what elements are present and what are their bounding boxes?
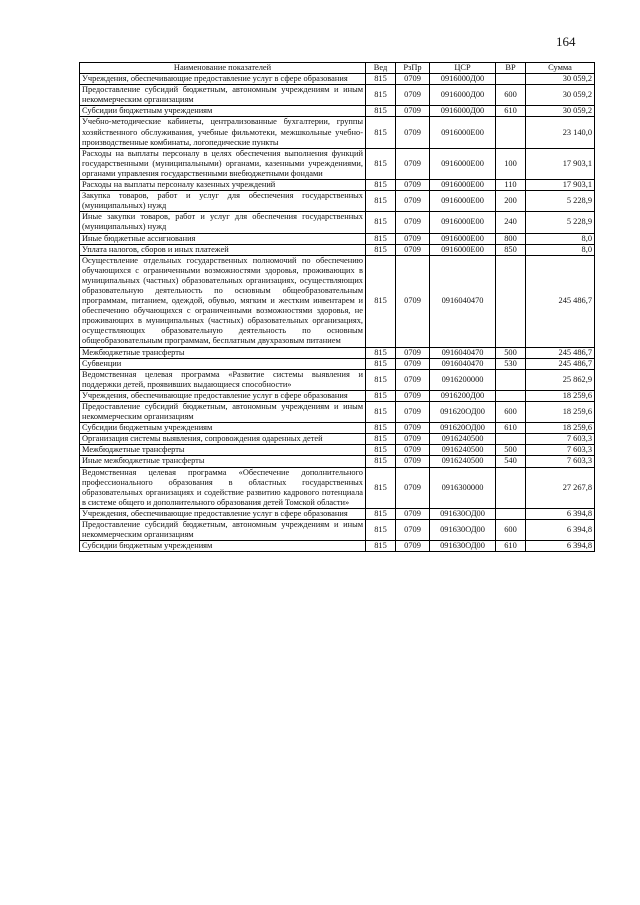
cell-sum: 25 862,9	[526, 369, 595, 390]
cell-vr: 530	[496, 358, 526, 369]
table-row	[80, 191, 595, 212]
cell-rzpr: 0709	[396, 191, 430, 212]
cell-ved: 815	[366, 180, 396, 191]
cell-sum: 7 603,3	[526, 434, 595, 445]
cell-rzpr: 0709	[396, 434, 430, 445]
cell-sum: 17 903,1	[526, 148, 595, 179]
cell-csr: 0916000Е00	[430, 244, 496, 255]
cell-vr	[496, 467, 526, 508]
cell-vr	[496, 369, 526, 390]
cell-ved: 815	[366, 358, 396, 369]
cell-ved: 815	[366, 117, 396, 148]
cell-ved: 815	[366, 508, 396, 519]
cell-csr: 0916240500	[430, 456, 496, 467]
cell-rzpr: 0709	[396, 358, 430, 369]
cell-name: Предоставление субсидий бюджетным, автономным учреждениям и иным некоммерческим организациям	[80, 520, 366, 541]
cell-name: Субсидии бюджетным учреждениям	[80, 541, 366, 552]
table-row	[80, 434, 595, 445]
cell-sum: 18 259,6	[526, 423, 595, 434]
cell-sum: 245 486,7	[526, 347, 595, 358]
table-body	[80, 74, 595, 552]
cell-name: Ведомственная целевая программа «Обеспечение дополнительного профессионального образования в областных государственных образовательных организациях и содействие развитию кадрового потенциала в системе общего и дополнительного образования детей Томской области»	[80, 467, 366, 508]
cell-name: Иные бюджетные ассигнования	[80, 233, 366, 244]
cell-sum: 30 059,2	[526, 106, 595, 117]
cell-name: Закупка товаров, работ и услуг для обеспечения государственных (муниципальных) нужд	[80, 191, 366, 212]
cell-sum: 7 603,3	[526, 456, 595, 467]
cell-rzpr: 0709	[396, 85, 430, 106]
cell-csr: 091630ОД00	[430, 520, 496, 541]
cell-csr: 0916000Е00	[430, 148, 496, 179]
cell-name: Субсидии бюджетным учреждениям	[80, 423, 366, 434]
cell-vr	[496, 255, 526, 347]
cell-csr: 0916200Д00	[430, 390, 496, 401]
table-row	[80, 541, 595, 552]
cell-name: Осуществление отдельных государственных полномочий по обеспечению обучающихся с ограниченными возможностями здоровья, проживающих в муниципальных (частных) образовательных организациях, осуществляющих образовательную деятельность по основным общеобразовательным программам, питанием, одеждой, обувью, мягким и жестким инвентарем и обеспечению обучающихся с ограниченными возможностями здоровья, не проживающих в муниципальных (частных) образовательных организациях, осуществляющих образовательную деятельность по основным общеобразовательным программам, бесплатным двухразовым питанием	[80, 255, 366, 347]
cell-sum: 8,0	[526, 233, 595, 244]
table-row	[80, 445, 595, 456]
cell-ved: 815	[366, 191, 396, 212]
cell-sum: 30 059,2	[526, 74, 595, 85]
cell-sum: 18 259,6	[526, 390, 595, 401]
cell-vr: 800	[496, 233, 526, 244]
cell-name: Учреждения, обеспечивающие предоставление услуг в сфере образования	[80, 390, 366, 401]
cell-rzpr: 0709	[396, 508, 430, 519]
cell-rzpr: 0709	[396, 456, 430, 467]
table-row	[80, 148, 595, 179]
cell-name: Субсидии бюджетным учреждениям	[80, 106, 366, 117]
header-rzpr: РзПр	[396, 63, 430, 74]
cell-name: Уплата налогов, сборов и иных платежей	[80, 244, 366, 255]
budget-table	[79, 62, 595, 552]
cell-ved: 815	[366, 520, 396, 541]
table-row	[80, 508, 595, 519]
cell-name: Предоставление субсидий бюджетным, автономным учреждениям и иным некоммерческим организациям	[80, 402, 366, 423]
cell-vr: 500	[496, 445, 526, 456]
cell-sum: 8,0	[526, 244, 595, 255]
cell-vr: 200	[496, 191, 526, 212]
cell-vr	[496, 117, 526, 148]
table-row	[80, 358, 595, 369]
cell-name: Иные закупки товаров, работ и услуг для обеспечения государственных (муниципальных) нужд	[80, 212, 366, 233]
cell-sum: 6 394,8	[526, 520, 595, 541]
cell-csr: 0916000Д00	[430, 74, 496, 85]
cell-csr: 091630ОД00	[430, 508, 496, 519]
cell-rzpr: 0709	[396, 74, 430, 85]
table-row	[80, 106, 595, 117]
cell-vr	[496, 508, 526, 519]
cell-rzpr: 0709	[396, 117, 430, 148]
table-row	[80, 456, 595, 467]
cell-rzpr: 0709	[396, 390, 430, 401]
table-row	[80, 402, 595, 423]
cell-name: Межбюджетные трансферты	[80, 445, 366, 456]
cell-name: Межбюджетные трансферты	[80, 347, 366, 358]
cell-sum: 7 603,3	[526, 445, 595, 456]
cell-rzpr: 0709	[396, 520, 430, 541]
cell-name: Ведомственная целевая программа «Развитие системы выявления и поддержки детей, проявивших выдающиеся способности»	[80, 369, 366, 390]
cell-csr: 0916000Д00	[430, 106, 496, 117]
table-row	[80, 390, 595, 401]
cell-vr: 610	[496, 106, 526, 117]
cell-ved: 815	[366, 212, 396, 233]
cell-vr: 610	[496, 423, 526, 434]
cell-csr: 0916000Е00	[430, 233, 496, 244]
cell-ved: 815	[366, 255, 396, 347]
cell-csr: 091620ОД00	[430, 402, 496, 423]
cell-csr: 0916000Е00	[430, 180, 496, 191]
page-number: 164	[556, 34, 576, 49]
cell-csr: 0916300000	[430, 467, 496, 508]
cell-vr: 500	[496, 347, 526, 358]
table-row	[80, 233, 595, 244]
cell-ved: 815	[366, 456, 396, 467]
cell-vr: 600	[496, 85, 526, 106]
cell-ved: 815	[366, 467, 396, 508]
cell-rzpr: 0709	[396, 106, 430, 117]
cell-sum: 23 140,0	[526, 117, 595, 148]
cell-rzpr: 0709	[396, 467, 430, 508]
cell-rzpr: 0709	[396, 541, 430, 552]
table-row	[80, 347, 595, 358]
cell-ved: 815	[366, 541, 396, 552]
cell-csr: 0916240500	[430, 434, 496, 445]
table-header-row	[80, 63, 595, 74]
table-row	[80, 85, 595, 106]
cell-name: Учебно-методические кабинеты, централизованные бухгалтерии, группы хозяйственного обслуживания, учебные фильмотеки, межшкольные учебно-производственные комбинаты, логопедические пункты	[80, 117, 366, 148]
cell-ved: 815	[366, 402, 396, 423]
cell-vr: 540	[496, 456, 526, 467]
header-name: Наименование показателей	[80, 63, 366, 74]
table-row	[80, 369, 595, 390]
cell-ved: 815	[366, 74, 396, 85]
cell-ved: 815	[366, 347, 396, 358]
cell-name: Расходы на выплаты персоналу казенных учреждений	[80, 180, 366, 191]
cell-rzpr: 0709	[396, 148, 430, 179]
cell-vr: 100	[496, 148, 526, 179]
table-row	[80, 255, 595, 347]
cell-rzpr: 0709	[396, 255, 430, 347]
cell-csr: 091630ОД00	[430, 541, 496, 552]
cell-rzpr: 0709	[396, 347, 430, 358]
cell-ved: 815	[366, 369, 396, 390]
cell-csr: 0916000Е00	[430, 117, 496, 148]
cell-rzpr: 0709	[396, 180, 430, 191]
cell-csr: 0916000Е00	[430, 212, 496, 233]
cell-sum: 30 059,2	[526, 85, 595, 106]
cell-ved: 815	[366, 244, 396, 255]
cell-sum: 245 486,7	[526, 358, 595, 369]
cell-rzpr: 0709	[396, 233, 430, 244]
cell-csr: 0916000Е00	[430, 191, 496, 212]
table-row	[80, 520, 595, 541]
cell-vr	[496, 434, 526, 445]
header-ved: Вед	[366, 63, 396, 74]
cell-name: Учреждения, обеспечивающие предоставление услуг в сфере образования	[80, 74, 366, 85]
cell-vr: 600	[496, 520, 526, 541]
cell-ved: 815	[366, 148, 396, 179]
cell-ved: 815	[366, 445, 396, 456]
cell-ved: 815	[366, 106, 396, 117]
cell-vr: 610	[496, 541, 526, 552]
cell-ved: 815	[366, 233, 396, 244]
cell-csr: 0916040470	[430, 347, 496, 358]
cell-rzpr: 0709	[396, 402, 430, 423]
cell-vr: 240	[496, 212, 526, 233]
cell-csr: 0916000Д00	[430, 85, 496, 106]
cell-rzpr: 0709	[396, 445, 430, 456]
cell-sum: 18 259,6	[526, 402, 595, 423]
cell-sum: 6 394,8	[526, 541, 595, 552]
cell-csr: 0916040470	[430, 358, 496, 369]
cell-sum: 5 228,9	[526, 191, 595, 212]
cell-sum: 17 903,1	[526, 180, 595, 191]
table-row	[80, 180, 595, 191]
cell-csr: 0916200000	[430, 369, 496, 390]
cell-csr: 0916040470	[430, 255, 496, 347]
cell-csr: 091620ОД00	[430, 423, 496, 434]
cell-name: Учреждения, обеспечивающие предоставление услуг в сфере образования	[80, 508, 366, 519]
cell-vr: 600	[496, 402, 526, 423]
cell-sum: 6 394,8	[526, 508, 595, 519]
cell-sum: 5 228,9	[526, 212, 595, 233]
cell-ved: 815	[366, 85, 396, 106]
cell-name: Организация системы выявления, сопровождения одаренных детей	[80, 434, 366, 445]
cell-ved: 815	[366, 390, 396, 401]
table-row	[80, 117, 595, 148]
cell-rzpr: 0709	[396, 212, 430, 233]
cell-rzpr: 0709	[396, 244, 430, 255]
cell-name: Субвенции	[80, 358, 366, 369]
cell-name: Иные межбюджетные трансферты	[80, 456, 366, 467]
cell-name: Предоставление субсидий бюджетным, автономным учреждениям и иным некоммерческим организациям	[80, 85, 366, 106]
cell-rzpr: 0709	[396, 423, 430, 434]
table-row	[80, 244, 595, 255]
cell-csr: 0916240500	[430, 445, 496, 456]
header-sum: Сумма	[526, 63, 595, 74]
header-vr: ВР	[496, 63, 526, 74]
cell-ved: 815	[366, 423, 396, 434]
cell-vr	[496, 390, 526, 401]
cell-vr: 110	[496, 180, 526, 191]
cell-vr	[496, 74, 526, 85]
table-row	[80, 423, 595, 434]
cell-ved: 815	[366, 434, 396, 445]
cell-sum: 27 267,8	[526, 467, 595, 508]
table-row	[80, 467, 595, 508]
cell-rzpr: 0709	[396, 369, 430, 390]
cell-name: Расходы на выплаты персоналу в целях обеспечения выполнения функций государственными (муниципальными) органами, казенными учреждениями, органами управления государственными внебюджетными фондами	[80, 148, 366, 179]
table-row	[80, 74, 595, 85]
cell-vr: 850	[496, 244, 526, 255]
header-csr: ЦСР	[430, 63, 496, 74]
table-row	[80, 212, 595, 233]
cell-sum: 245 486,7	[526, 255, 595, 347]
